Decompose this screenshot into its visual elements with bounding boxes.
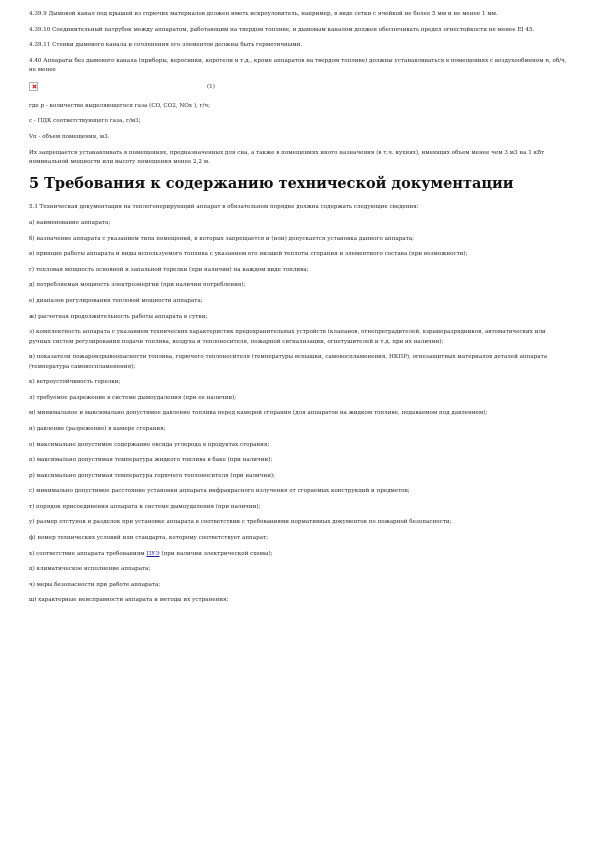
list-item: г) тепловая мощность основной и запальной горелки (при наличии) на каждом виде топлива; bbox=[29, 266, 309, 273]
installation-restriction: Их запрещается устанавливать в помещениях, предназначенных для сна, а также в помещениях иного назначения (в т.ч. кухнях), имеющих объем менее чем 3 м3 на 1 кВт номинальной мощности или высоту помещения менее 2,2 м. bbox=[29, 149, 545, 165]
list-item-with-link bbox=[29, 550, 569, 559]
list-item: е) диапазон регулирования тепловой мощности аппарата; bbox=[29, 297, 203, 304]
formula-block bbox=[29, 82, 569, 94]
list-item: б) назначение аппарата с указанием типа помещений, в которых запрещается и (или) допускается установка данного аппарата; bbox=[29, 235, 414, 242]
list-item: п) максимально допустимая температура жидкого топлива в баке (при наличии); bbox=[29, 457, 273, 464]
definition-vp: Vп - объем помещения, м3. bbox=[29, 133, 110, 140]
list-item: т) порядок присоединения аппарата к системе дымоудаления (при наличии); bbox=[29, 503, 261, 510]
document-page bbox=[29, 10, 569, 612]
list-item: а) наименование аппарата; bbox=[29, 219, 111, 226]
list-item: в) принцип работы аппарата и виды используемого топлива с указанием его низшей теплоты сгорания и элементного состава (при возможности); bbox=[29, 251, 468, 258]
list-item: с) минимально допустимое расстояние установки аппарата инфракрасного излучения от сгораемых конструкций и предметов; bbox=[29, 488, 410, 495]
definition-c: c - ПДК соответствующего газа, г/м3; bbox=[29, 118, 141, 125]
clause-4-39-9: 4.39.9 Дымовой канал под крышей из горючих материалов должен иметь искроуловитель, например, в виде сетки с ячейкой не более 5 мм и не менее 1 мм. bbox=[29, 11, 498, 17]
list-item: ч) меры безопасности при работе аппарата; bbox=[29, 581, 161, 588]
list-item: м) минимальное и максимально допустимое давление топлива перед камерой сгорания (для аппаратов на жидком топливе, подаваемом под давлением); bbox=[29, 410, 488, 417]
list-item: ж) расчетная продолжительность работы аппарата в сутки; bbox=[29, 313, 208, 320]
list-item-text: х) соответствие аппарата требованиям bbox=[29, 550, 147, 557]
section-heading: 5 Требования к содержанию технической документации bbox=[29, 175, 514, 193]
formula-number: (1) bbox=[207, 83, 215, 90]
list-item: л) требуемое разрежение в системе дымоудаления (при ее наличии); bbox=[29, 394, 237, 401]
clause-4-40: 4.40 Аппараты без дымового канала (приборы, керосинки, коротели и т.д., кроме аппаратов на твердом топливе) должны устанавливаться в помещениях с воздухообменом n, об/ч, не менее bbox=[29, 57, 567, 74]
clause-4-39-10: 4.39.10 Соединительный патрубок между аппаратом, работающим на твердом топливе, и дымовым каналом должен обеспечивать предел огнестойкости не менее EI 45. bbox=[29, 26, 535, 33]
list-item: з) комплектность аппарата с указанием технических характеристик предохранительных устройств (клапанов, огнепреградителей, взрыворазрядников, автоматических или ручных систем регулирования подачи топлива, воздуха и теплоносителя, пожарной сигнализации, огнетушителей и т.д. при их наличии); bbox=[29, 329, 546, 345]
clause-4-39-11: 4.39.11 Стенки дымового канала и сочленения его элементов должны быть герметичными. bbox=[29, 42, 303, 49]
list-item: ш) характерные неисправности аппарата и методы их устранения; bbox=[29, 597, 229, 604]
requirements-list bbox=[29, 219, 569, 606]
list-item: у) размер отступок и разделок при установке аппарата в соответствии с требованиями нормативных документов по пожарной безопасности; bbox=[29, 519, 452, 526]
list-item: р) максимально допустимая температура горючего теплоносителя (при наличии); bbox=[29, 472, 275, 479]
list-item: к) ветроустойчивость горелки; bbox=[29, 379, 121, 386]
list-item: о) максимально допустимое содержание оксида углерода в продуктах сгорания; bbox=[29, 441, 270, 448]
list-item: д) потребляемая мощность электроэнергии (при наличии потребления); bbox=[29, 282, 246, 289]
broken-image-icon bbox=[29, 82, 38, 91]
list-item: ф) номер технических условий или стандарта, которому соответствует аппарат; bbox=[29, 535, 269, 542]
list-item: н) давление (разрежение) в камере сгорания; bbox=[29, 425, 166, 432]
list-item: и) показатели пожаровзрывоопасности топлива, горючего теплоносителя (температуры вспышки, самовоспламенения, НКПР), огнезащитных материалов деталей аппарата (температура самовоспламенения); bbox=[29, 354, 548, 370]
pue-link[interactable]: ПУЭ bbox=[146, 550, 160, 557]
list-item: ц) климатическое исполнение аппарата; bbox=[29, 566, 151, 573]
list-item-text: (при наличии электрической схемы); bbox=[159, 550, 273, 557]
definition-p: где p - количество выделяющегося газа (CO, CO2, NOx ), г/ч; bbox=[29, 102, 210, 109]
clause-5-1: 5.1 Техническая документация на теплогенерирующий аппарат в обязательном порядке должна содержать следующие сведения: bbox=[29, 204, 419, 211]
